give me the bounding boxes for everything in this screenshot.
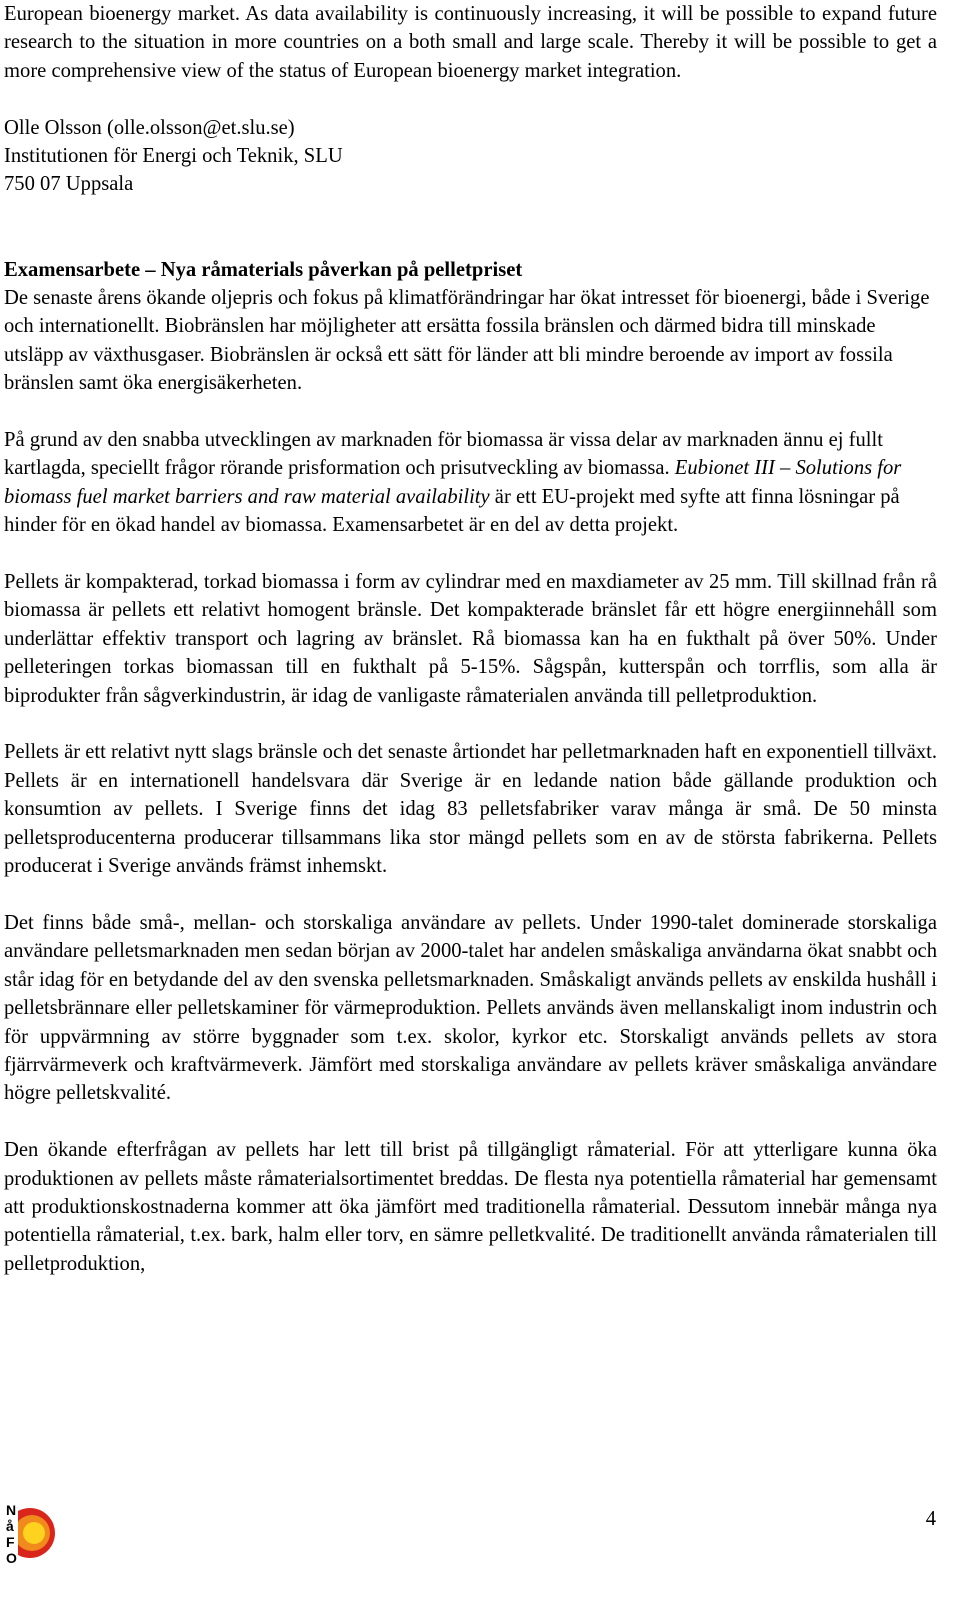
author-address: 750 07 Uppsala [4,173,134,196]
summary-paragraph-4: Pellets är ett relativt nytt slags bränsle och det senaste årtiondet har pelletmarknaden haft en exponentiell tillväxt. Pellets är en internationell handelsvara där Sverige är en ledande nation både gällande produktion och konsumtion av pellets. I Sverige finns det idag 83 pelletsfabriker varav många är små. De 50 minsta pelletsproducenterna producerar tillsammans lika stor mängd pellets som en av de största fabrikerna. Pellets producerat i Sverige används främst inhemskt. [4,741,937,878]
logo-inner-ring [23,1522,45,1544]
spacer [4,227,937,255]
summary-paragraph-5: Det finns både små-, mellan- och storskaliga användare av pellets. Under 1990-talet dominerade storskaliga användare pelletsmarknaden men sedan början av 2000-talet har andelen småskaliga användarna ökat snabbt och står idag för en betydande del av den svenska pelletsmarknaden. Småskaligt används pellets av enskilda hushåll i pelletsbrännare eller pelletskaminer för värmeproduktion. Pellets används även mellanskaligt inom industrin och för uppvärmning av större byggnader som t.ex. skolor, kyrkor etc. Storskaligt används pellets av stora fjärrvärmeverk och kraftvärmeverk. Jämfört med storskaliga användare av pellets kräver småskaliga användare högre pelletskvalité. [4,911,937,1105]
nafo-logo [4,1500,56,1566]
logo-letter: O [6,1550,17,1566]
p2-start: På grund av den snabba utvecklingen av marknaden för biomassa är vissa delar av marknaden ännu ej fullt kartlagda, speciellt frågor rörande prisformation och prisutveckling av biomassa. [4,429,883,480]
summary-paragraph-6: Den ökande efterfrågan av pellets har lett till brist på tillgängligt råmaterial. För att ytterligare kunna öka produktionen av pellets måste råmaterialsortimentet breddas. De flesta nya potentiella råmaterial har gemensamt att produktionskostnaderna kommer att öka jämfört med traditionella råmaterial. Dessutom innebär många nya potentiella råmaterial, t.ex. bark, halm eller torv, en sämre pelletkvalité. De traditionellt använda råmaterialen till pelletproduktion, [4,1139,937,1275]
project-title: Eubionet III – Solutions for biomass fuel market barriers and raw material availability [4,457,902,508]
author-block [4,114,937,199]
logo-letter: F [6,1534,15,1550]
summary-heading: Examensarbete – Nya råmaterials påverkan på pelletpriset [4,258,523,281]
p2-end: är ett EU-projekt med syfte att finna lösningar på hinder för en ökad handel av biomassa. Examensarbetet är en del av detta projekt. [4,485,900,537]
author-department: Institutionen för Energi och Teknik, SLU [4,145,343,168]
summary-paragraph-1: De senaste årens ökande oljepris och fokus på klimatförändringar har ökat intresset för bioenergi, både i Sverige och internationellt. Biobränslen har möjligheter att ersätta fossila bränslen och därmed bidra till minskade utsläpp av växthusgaser. Biobränslen är också ett sätt för länder att bli mindre beroende av import av fossila bränslen samt öka energisäkerheten. [4,287,930,395]
intro-paragraph: European bioenergy market. As data availability is continuously increasing, it will be possible to expand future research to the situation in more countries on a both small and large scale. Thereby it will be possible to get a more comprehensive view of the status of European bioenergy market integration. [4,3,937,82]
author-name-email: Olle Olsson (olle.olsson@et.slu.se) [4,116,295,139]
logo-letter: å [6,1518,14,1534]
page-number: 4 [925,1508,936,1530]
spacer [4,1108,937,1136]
spacer [4,85,937,113]
spacer [4,540,937,568]
spacer [4,710,937,738]
spacer [4,881,937,909]
logo-letter: N [6,1502,17,1518]
summary-paragraph-2 [4,426,937,540]
summary-paragraph-3: Pellets är kompakterad, torkad biomassa i form av cylindrar med en maxdiameter av 25 mm. Till skillnad från rå biomassa är pellets ett relativt homogent bränsle. Det kompakterade bränslet får ett högre energiinnehåll som underlättar effektiv transport och lagring av bränslet. Rå biomassa kan ha en fukthalt på över 50%. Under pelleteringen torkas biomassan till en fukthalt på 5-15%. Sågspån, kutterspån och torrflis, som alla är biprodukter från sågverkindustrin, är idag de vanligaste råmaterialen använda till pelletproduktion. [4,571,937,707]
document-page [4,0,937,1278]
spacer [4,199,937,227]
spacer [4,398,937,426]
